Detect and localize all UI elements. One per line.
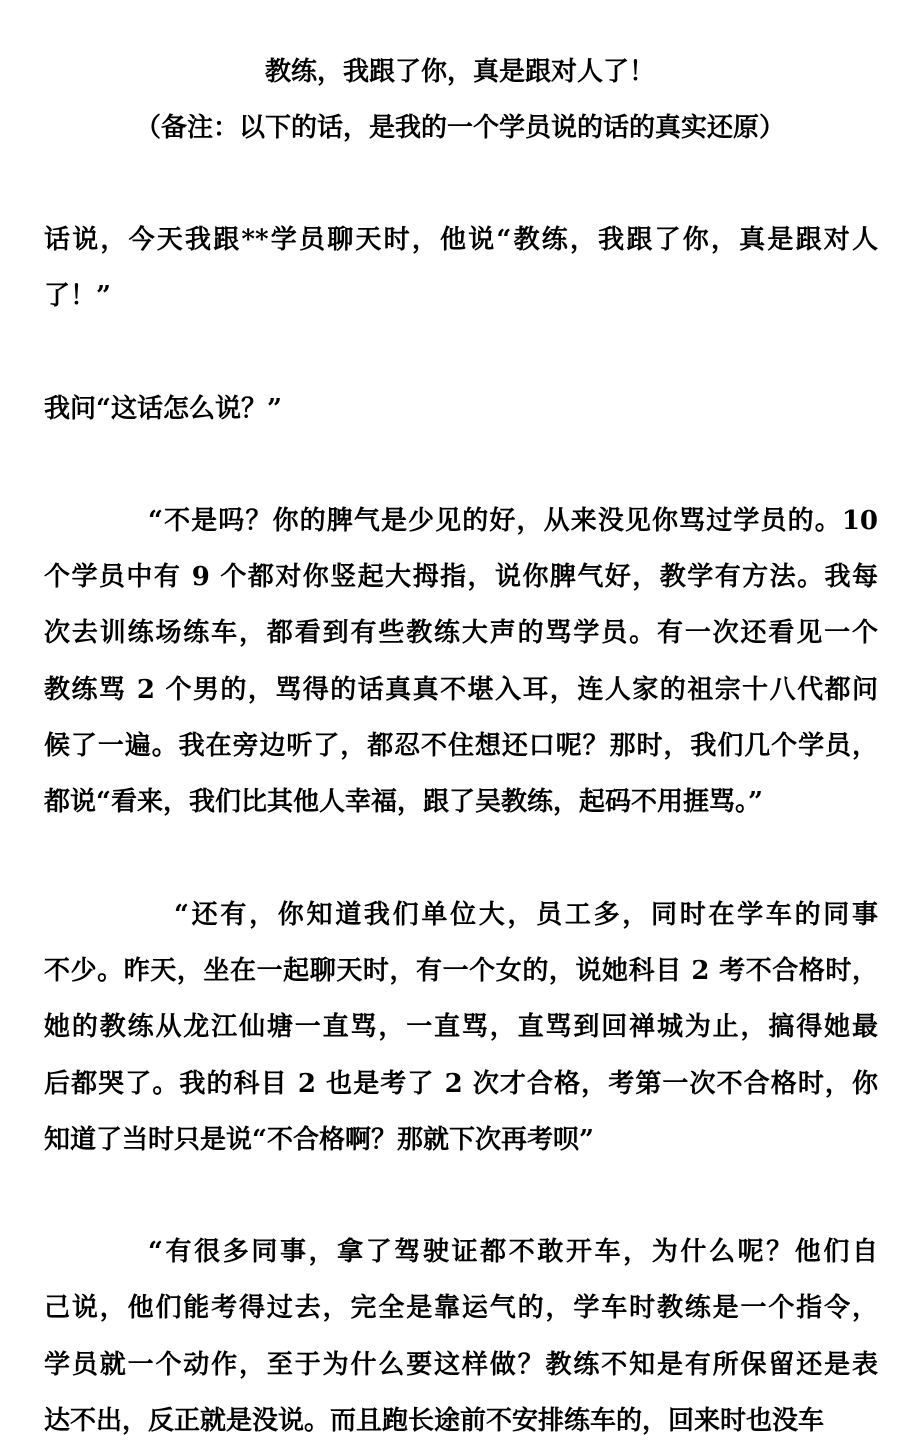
- paragraph-line: 都说“看来，我们比其他人幸福，跟了吴教练，起码不用捱骂。”: [44, 787, 763, 818]
- paragraph-gap: [0, 1168, 920, 1224]
- paragraph-line: 知道了当时只是说“不合格啊？那就下次再考呗”: [44, 1124, 594, 1155]
- paragraph-line: 教练骂 2 个男的，骂得的话真真不堪入耳，连人家的祖宗十八代都问: [44, 674, 878, 705]
- paragraph-line: 个学员中有 9 个都对你竖起大拇指，说你脾气好，教学有方法。我每: [44, 562, 878, 593]
- paragraph-line: 她的教练从龙江仙塘一直骂，一直骂，直骂到回禅城为止，搞得她最: [44, 1012, 878, 1043]
- paragraph-line: “有很多同事，拿了驾驶证都不敢开车，为什么呢？他们自: [148, 1237, 878, 1268]
- paragraph-line: 了！”: [44, 281, 111, 312]
- paragraph-line: 话说，今天我跟**学员聊天时，他说“教练，我跟了你，真是跟对人: [44, 225, 878, 255]
- paragraph-gap: [0, 437, 920, 493]
- paragraph-gap: [0, 325, 920, 381]
- paragraph: [0, 887, 920, 1168]
- paragraph-line: 己说，他们能考得过去，完全是靠运气的，学车时教练是一个指令，: [44, 1293, 878, 1324]
- paragraph: [0, 381, 920, 437]
- paragraph: [0, 1224, 920, 1449]
- paragraph-line: 不少。昨天，坐在一起聊天时，有一个女的，说她科目 2 考不合格时，: [44, 955, 878, 986]
- document-body: [0, 212, 920, 1449]
- paragraph-line: 学员就一个动作，至于为什么要这样做？教练不知是有所保留还是表: [44, 1349, 878, 1380]
- paragraph-line: 候了一遍。我在旁边听了，都忍不住想还口呢？那时，我们几个学员，: [44, 731, 878, 762]
- document-subtitle: （备注：以下的话，是我的一个学员说的话的真实还原）: [134, 113, 785, 143]
- paragraph-line: 达不出，反正就是没说。而且跑长途前不安排练车的，回来时也没车: [44, 1406, 825, 1437]
- paragraph-gap: [0, 831, 920, 887]
- paragraph-line: 我问“这话怎么说？”: [44, 393, 282, 424]
- paragraph: [0, 212, 920, 325]
- document-title: 教练，我跟了你，真是跟对人了！: [264, 57, 655, 87]
- paragraph: [0, 493, 920, 831]
- paragraph-line: 次去训练场练车，都看到有些教练大声的骂学员。有一次还看见一个: [44, 618, 878, 649]
- paragraph-line: 后都哭了。我的科目 2 也是考了 2 次才合格，考第一次不合格时，你: [44, 1068, 878, 1099]
- paragraph-line: “还有，你知道我们单位大，员工多，同时在学车的同事: [174, 899, 878, 930]
- paragraph-line: “不是吗？你的脾气是少见的好，从来没见你骂过学员的。10: [148, 505, 878, 536]
